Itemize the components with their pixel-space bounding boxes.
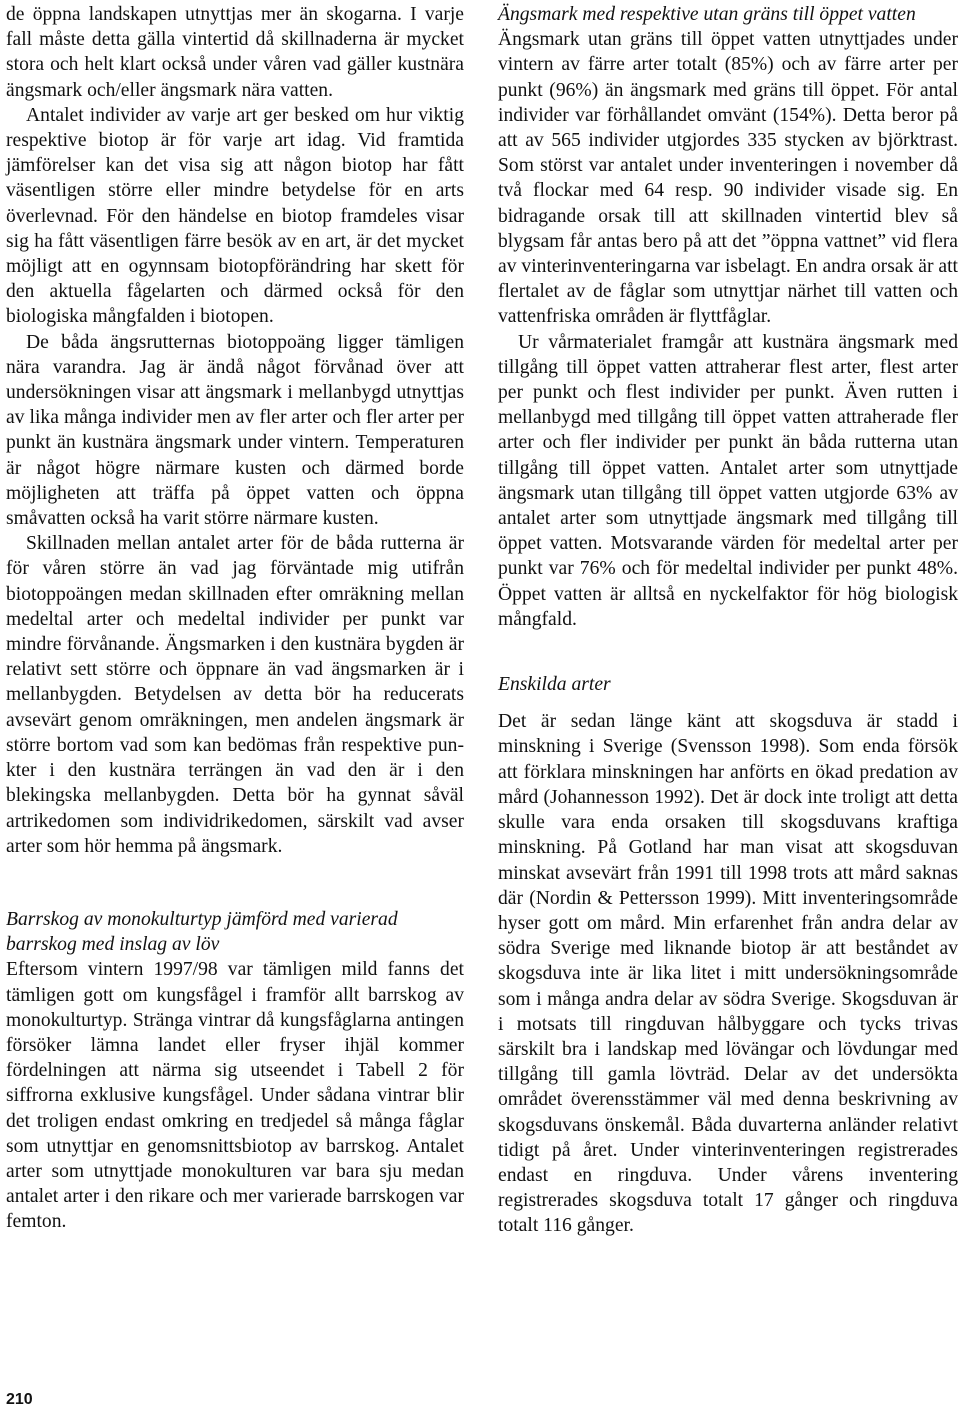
body-paragraph: Eftersom vintern 1997/98 var tämligen mild fanns det tämligen gott om kungsfågel i framför allt barrskog av monokulturtyp. Stränga vintrar då kungsfåglarna antingen försöker lämna landet eller fryser ihjäl kommer fördelningen att närma sig utseendet i Tabell 2 för siffrorna exklusive kungsfågel. Under sådana vintrar blir det troligen endast omkring en tredjedel så många fåglar som utnyttjar en genomsnittsbiotop av barrskog. Antalet arter som utnyttjade monokulturen var bara sju medan antalet arter i den rikare och mer varierade barrskogen var femton.	[6, 959, 464, 1233]
body-paragraph: De båda ängsrutternas biotoppoäng ligger tämligen nära varandra. Jag är ändå något förvånad över att undersökningen visar att ängsmark i mellanbygd utnyttjas av lika många individer men av fler arter och fler arter per punkt än kustnära ängsmark under vintern. Temperaturen är något högre närmare kusten och därmed borde möjligheten att träffa på öppet vatten och öppna småvatten också ha varit större närmare kusten.	[6, 331, 464, 530]
body-paragraph: Antalet individer av varje art ger besked om hur viktig respektive biotop är för varje art idag. Vid framtida jämförelser kan det visa sig att någon biotop har fått väsentligen större eller mindre betydelse för en arts överlevnad. För den händelse en biotop framdeles visar sig ha fått väsentligen färre besök av en art, är det mycket möjligt att en ogynnsam biotopförändring har skett för den aktuella fågelarten och därmed också för den biologiska mångfalden i biotopen.	[6, 104, 464, 328]
body-paragraph: Ängsmark utan gräns till öppet vatten utnyttjades under vintern av färre arter totalt (85%) och av färre arter per punkt (96%) än ängsmark med gräns till öppet. För antal individer var förhållandet omvänt (154%). Detta beror på att av 565 individer utgjordes 335 stycken av björktrast. Som störst var antalet under inventeringen i november då två flockar med 64 resp. 90 individer visade sig. En bidragande orsak till att skillnaden vintertid blev så blygsam får antas bero på att det ”öppna vattnet” vid flera av vinterinventeringarna var isbelagt. En andra orsak är att flertalet av de fåglar som utnyttjar närhet till vatten och vattenfriska områden är flyttfåglar.	[498, 29, 958, 328]
section-heading: Barrskog av monokulturtyp jämförd med varierad barrskog med inslag av löv	[6, 908, 398, 956]
left-column	[6, 2, 464, 1235]
heading-spacer	[498, 697, 958, 709]
section-spacer	[6, 859, 464, 907]
body-paragraph: de öppna landskapen utnyttjas mer än skogarna. I varje fall måste detta gälla vintertid då skillnaderna är mycket stora och helt klart också under våren vad gäller kustnära ängsmark och/eller ängsmark nära vatten.	[6, 4, 464, 101]
section-heading: Enskilda arter	[498, 674, 611, 696]
body-paragraph: Skillnaden mellan antalet arter för de båda rutterna är för våren större än vad jag förväntade mig utifrån biotoppoängen medan skillnaden efter omräkning mellan medeltal arter och medeltal individer per punkt var mindre förvånande. Ängsmarken i den kustnära bygden är relativt sett större och öppnare än vad ängsmarken är i mellanbygden. Betydelsen av detta bör ha reducerats avsevärt genom omräkningen, men andelen ängsmark är större bortom vad som kan bedömas från respektive punkter i den kustnära terrängen än vad den är i den blekingska mellanbygden. Detta bör ha gynnat såväl artrikedomen som individrikedomen, särskilt vad avser arter som hör hemma på ängsmark.	[6, 533, 464, 857]
page-number: 210	[6, 1391, 33, 1408]
right-column	[498, 2, 958, 1239]
section-heading: Ängsmark med respektive utan gräns till öppet vatten	[498, 4, 916, 25]
body-paragraph: Ur vårmaterialet framgår att kustnära ängsmark med tillgång till öppet vatten attraherar flest arter, flest arter per punkt och flest individer per punkt. Även rutten i mellanbygd med tillgång till öppet vatten attraherade fler arter och fler individer per punkt än båda rutterna utan tillgång till öppet vatten. Antalet arter som utnyttjade ängsmark utan tillgång till öppet vatten utgjorde 63% av antalet arter som utnyttjade ängsmark med tillgång till öppet vatten. Motsvarande värden för medeltal arter per punkt var 76% och för medeltal individer per punkt 48%. Öppet vatten är alltså en nyckelfaktor för hög biologisk mångfald.	[498, 331, 958, 630]
body-paragraph: Det är sedan länge känt att skogsduva är stadd i minskning i Sverige (Svensson 1998). Som enda försök att förklara minskningen har anförts en ökad predation av mård (Johannesson 1992). Det är dock inte troligt att detta skulle vara enda orsaken till skogsduvans kraftiga minskning. På Gotland har man visat att skogsduvan minskat avsevärt från 1991 till 1998 trots att mård saknas där (Nordin & Pettersson 1999). Mitt inventeringsområde hyser gott om mård. Min erfarenhet från andra delar av södra Sverige med liknande biotop är att beståndet av skogsduva inte är lika litet i mitt undersökningsområde som i många andra delar av södra Sverige. Skogsduvan är i motsats till ringduvan hålbyggare och tycks trivas särskilt bra i landskap med lövängar och lövdungar med tillgång till gamla lövträd. Delar av det undersökta området överensstämmer väl med denna beskrivning av skogsduvans önskemål. Båda duvarterna anländer relativt tidigt på året. Under vinterinventeringen registrerades endast en ringduva. Under vårens inventering registrerades skogsduva totalt 17 gånger och ringduva totalt 116 gånger.	[498, 711, 958, 1237]
section-spacer	[498, 632, 958, 672]
